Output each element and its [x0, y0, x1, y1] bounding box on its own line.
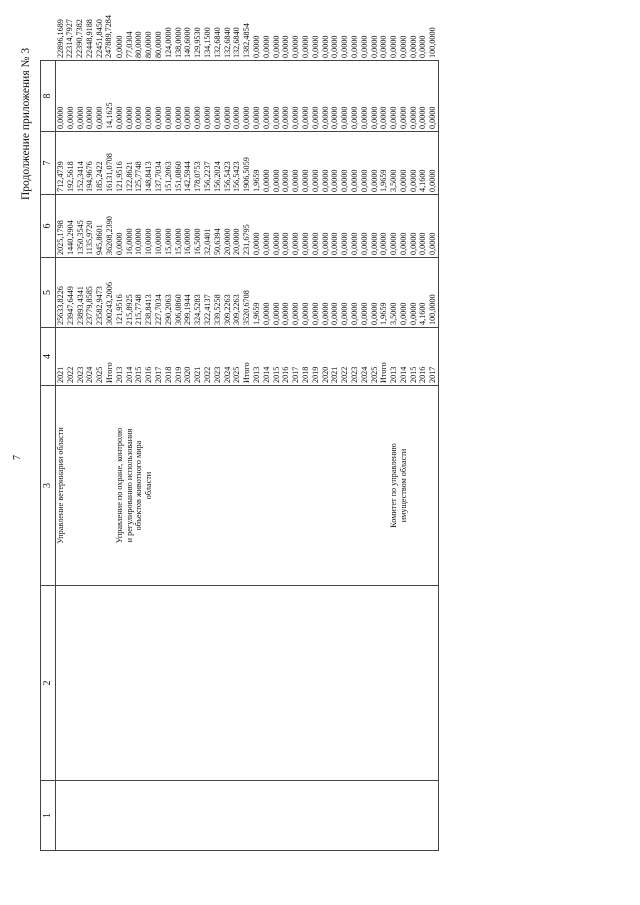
column-header-2: 2: [41, 586, 56, 781]
column-header-3: 3: [41, 386, 56, 586]
amount-total-cell: 339,5258: [212, 294, 222, 325]
amount-total-cell: 0,0000: [320, 302, 330, 325]
amount-total-cell: 23582,9473: [95, 286, 105, 325]
column-header-6: 6: [41, 195, 56, 258]
column-header-7: 7: [41, 132, 56, 195]
amount-total-cell: 0,0000: [310, 302, 320, 325]
amount-col6-cell: 178,0753: [193, 161, 203, 192]
amount-col7-cell: 0,0000: [173, 106, 183, 129]
amount-col5-cell: 36208,2390: [104, 216, 114, 255]
amount-col5-cell: 0,0000: [379, 232, 389, 255]
organization-cell: [389, 386, 438, 586]
amount-col5-cell: 15,0000: [173, 228, 183, 255]
amount-col6-cell: 137,7034: [153, 161, 163, 192]
year-cell: 2019: [310, 366, 320, 383]
cell-col-1: [389, 781, 438, 851]
amount-total-cell: 121,9516: [114, 294, 124, 325]
amount-col5-cell: 0,0000: [428, 232, 438, 255]
amount-col6-cell: 3,5000: [389, 169, 399, 192]
amount-col6-cell: 1906,5059: [242, 157, 252, 192]
year-cell: 2024: [359, 366, 369, 383]
amount-col7-cell: 0,0000: [75, 106, 85, 129]
amount-col7-cell: 0,0000: [320, 106, 330, 129]
year-cell: 2023: [212, 366, 222, 383]
year-cell: 2020: [320, 366, 330, 383]
amount-total-cell: 0,0000: [291, 302, 301, 325]
amount-col6-cell: 16131,0708: [104, 153, 114, 192]
amount-col5-cell: 945,8601: [95, 224, 105, 255]
amount-col6-cell: 185,2422: [95, 161, 105, 192]
amount-col6-cell: 142,5944: [183, 161, 193, 192]
amount-col6-cell: 0,0000: [359, 169, 369, 192]
amount-col6-cell: 1,9659: [251, 169, 261, 192]
amount-col7-cell: 0,0000: [85, 106, 95, 129]
table-row-group: Комитет по управлению имуществом области 2013 2014 2015 2016 2017 3,5000 0,0000 0,0000 4,1600 100,0000 0,0000 0,0000 0,0000 0,0000 0,0000 3,5000 0,0000 0,0000 4,1600 0,0000 0,0000 0,0000 0,0000 0,0000 0,0000 0,0000 0,0000 0,0000 0,0000 100,0000: [389, 61, 438, 851]
amount-col7-cell: 0,0000: [389, 106, 399, 129]
amount-col5-cell: 1440,2904: [65, 220, 75, 255]
year-cell: 2017: [428, 366, 438, 383]
amount-total-cell: 100,0000: [428, 294, 438, 325]
amount-col5-cell: 0,0000: [251, 232, 261, 255]
amount-total-cell: 0,0000: [349, 302, 359, 325]
amount-col7-cell: 0,0000: [291, 106, 301, 129]
amount-col7-cells: [252, 61, 389, 132]
amount-col5-cells: [252, 195, 389, 258]
cell-col-2: [252, 586, 389, 781]
year-cell: 2017: [291, 366, 301, 383]
year-cell: 2020: [183, 366, 193, 383]
amount-col7-cell: 0,0000: [408, 106, 418, 129]
amount-col7-cell: 0,0000: [95, 106, 105, 129]
year-cell: 2013: [389, 366, 399, 383]
amount-col6-cell: 0,0000: [271, 169, 281, 192]
organization-line: и регулированию использования: [124, 428, 134, 543]
organization-line: Управление по охране, контролю: [114, 427, 124, 544]
year-cell: 2018: [163, 366, 173, 383]
amount-col7-cell: 0,0000: [369, 106, 379, 129]
cell-col-2: [56, 586, 115, 781]
amount-total-cell: 0,0000: [300, 302, 310, 325]
amount-col6-cell: 125,7748: [134, 161, 144, 192]
amount-col5-cell: 1135,9720: [85, 220, 95, 255]
amount-col7-cell: 0,0000: [330, 106, 340, 129]
amount-col7-cell: 0,0000: [124, 106, 134, 129]
amount-col6-cell: 156,2024: [212, 161, 222, 192]
amount-col5-cell: 0,0000: [114, 232, 124, 255]
amount-total-cell: 23947,6449: [65, 286, 75, 325]
table-row-group: Управление ветеринарии области 2021 2022 2023 2024 2025 Итого 25633,8226 23947,6449 23893,4341 23779,8585 23582,9473 300243,2006 2025,1798 1440,2904 1350,3545 1135,9720 945,8601 36208,2390 712,4739 192,5618 152,3414 194,9676 185,2422 16131,0708 0,0000 0,0000 0,0000 0,0000 0,0000 14,1625 22896,1689 22314,7927 22390,7382 22448,9188 22451,8450 247889,7284: [56, 61, 115, 851]
year-cell: 2019: [173, 366, 183, 383]
amount-col6-cell: 1,9659: [379, 169, 389, 192]
amount-col6-cell: 156,5423: [232, 161, 242, 192]
year-cell: Итого: [104, 362, 114, 383]
amount-col6-cell: 194,9676: [85, 161, 95, 192]
table-row-group: Управление по охране, контролю и регулированию использования объектов животного мира области 2013 2014 2015 2016 2017 2018 2019 2020 2021 2022 2023 2024 2025 Итого 121,9516 215,8925 215,7748 238,8413 227,7034 290,2063 306,0860 299,1944 324,5283 322,4137 339,5258 309,2263 309,2263 3520,6708 0,0000 16,0000 10,0000 10,0000 10,0000 15,0000 15,0000 16,0000 16,5000 32,0401 50,6394 20,0000 20,0000 231,6795 121,9516 122,8621 125,7748 148,8413 137,7034 151,2063 151,0860 142,5944 178,0753 156,2237 156,2024 156,5423 156,5423 1906,5059 0,0000 0,0000 0,0000 0,0000 0,0000 0,0000 0,0000 0,0000 0,0000 0,0000 0,0000 0,0000 0,0000 0,0000 0,0000 77,0304 80,0000 80,0000 80,0000 124,0000 138,0000 140,6000 129,9530 134,1500 132,6840 132,6840 132,6840 1382,4854: [115, 61, 252, 851]
year-cell: 2014: [124, 366, 134, 383]
amount-total-cell: 3520,6708: [242, 290, 252, 325]
organization-line: объектов животного мира: [134, 440, 144, 531]
amount-col6-cell: 0,0000: [408, 169, 418, 192]
amount-col5-cell: 10,0000: [134, 228, 144, 255]
amount-col5-cell: 15,0000: [163, 228, 173, 255]
amount-col7-cell: 0,0000: [340, 106, 350, 129]
amount-total-cell: 25633,8226: [56, 286, 65, 325]
amount-col6-cell: 151,0860: [173, 161, 183, 192]
amount-col7-cell: 0,0000: [232, 106, 242, 129]
column-header-1: 1: [41, 781, 56, 851]
amount-col5-cell: 0,0000: [291, 232, 301, 255]
amount-col5-cell: 10,0000: [144, 228, 154, 255]
amount-col6-cell: 0,0000: [291, 169, 301, 192]
amount-col7-cell: 0,0000: [300, 106, 310, 129]
amount-col5-cell: 10,0000: [153, 228, 163, 255]
amount-col6-cell: 0,0000: [330, 169, 340, 192]
amount-col6-cells: [56, 132, 115, 195]
amount-col6-cell: 4,1600: [418, 169, 428, 192]
column-header-5: 5: [41, 258, 56, 328]
amount-col7-cell: 0,0000: [202, 106, 212, 129]
year-cells: [56, 328, 115, 386]
amount-col6-cell: 0,0000: [349, 169, 359, 192]
amount-col7-cell: 0,0000: [398, 106, 408, 129]
amount-col6-cell: 0,0000: [398, 169, 408, 192]
appendix-caption: Продолжение приложения № 3: [20, 47, 32, 200]
amount-col7-cell: 0,0000: [271, 106, 281, 129]
year-cell: 2022: [202, 366, 212, 383]
amount-col6-cell: 0,0000: [310, 169, 320, 192]
year-cell: 2016: [281, 366, 291, 383]
amount-total-cell: 309,2263: [232, 294, 242, 325]
amount-total-cell: 0,0000: [340, 302, 350, 325]
amount-col6-cell: 156,2237: [202, 161, 212, 192]
year-cell: 2023: [75, 366, 85, 383]
amount-col5-cell: 0,0000: [261, 232, 271, 255]
amount-col6-cell: 0,0000: [340, 169, 350, 192]
year-cells: [389, 328, 438, 386]
year-cell: 2014: [261, 366, 271, 383]
amount-col5-cell: 0,0000: [340, 232, 350, 255]
year-cell: 2016: [418, 366, 428, 383]
cell-col-1: [252, 781, 389, 851]
amount-col7-cell: 0,0000: [193, 106, 203, 129]
amount-col6-cell: 122,8621: [124, 161, 134, 192]
amount-col6-cell: 0,0000: [281, 169, 291, 192]
amount-total-cell: 0,0000: [408, 302, 418, 325]
amount-col7-cell: 0,0000: [114, 106, 124, 129]
amount-col7-cell: 0,0000: [428, 106, 438, 129]
year-cell: 2015: [134, 366, 144, 383]
amount-col7-cell: 0,0000: [222, 106, 232, 129]
amount-total-cell: 324,5283: [193, 294, 203, 325]
year-cell: 2013: [114, 366, 124, 383]
amount-col7-cell: 0,0000: [251, 106, 261, 129]
year-cell: 2022: [340, 366, 350, 383]
amount-total-cells: [252, 258, 389, 328]
amount-col5-cell: 0,0000: [310, 232, 320, 255]
year-cell: 2021: [56, 366, 65, 383]
amount-col7-cells: [115, 61, 252, 132]
column-header-8: 8: [41, 61, 56, 132]
column-header-4: 4: [41, 328, 56, 386]
amount-total-cell: 0,0000: [330, 302, 340, 325]
year-cell: 2015: [408, 366, 418, 383]
amount-col6-cell: 151,2063: [163, 161, 173, 192]
organization-line: Управление ветеринарии области: [56, 427, 65, 544]
amount-total-cell: 0,0000: [281, 302, 291, 325]
amount-total-cell: 0,0000: [261, 302, 271, 325]
year-cell: 2016: [144, 366, 154, 383]
cell-col-1: [56, 781, 115, 851]
year-cell: 2025: [232, 366, 242, 383]
amount-total-cell: 299,1944: [183, 294, 193, 325]
cell-col-2: [389, 586, 438, 781]
cell-col-2: [115, 586, 252, 781]
amount-col7-cells: [56, 61, 115, 132]
amount-total-cells: [389, 258, 438, 328]
organization-cell: [115, 386, 252, 586]
amount-total-cell: 23779,8585: [85, 286, 95, 325]
amount-col7-cell: 0,0000: [212, 106, 222, 129]
amount-col7-cell: 0,0000: [281, 106, 291, 129]
year-cell: Итого: [242, 362, 252, 383]
header-row: [41, 61, 56, 851]
amount-col5-cell: 32,0401: [202, 228, 212, 255]
amount-col5-cell: 0,0000: [418, 232, 428, 255]
budget-table: [40, 15, 439, 851]
amount-col7-cell: 0,0000: [183, 106, 193, 129]
amount-total-cells: [56, 258, 115, 328]
cell-col-1: [115, 781, 252, 851]
amount-col6-cells: [389, 132, 438, 195]
amount-total-cell: 215,8925: [124, 294, 134, 325]
amount-total-cell: 0,0000: [271, 302, 281, 325]
amount-col6-cell: 121,9516: [114, 161, 124, 192]
amount-col5-cell: 16,0000: [124, 228, 134, 255]
year-cell: 2024: [222, 366, 232, 383]
amount-col5-cell: 0,0000: [271, 232, 281, 255]
amount-col7-cell: 0,0000: [359, 106, 369, 129]
amount-col7-cells: [389, 61, 438, 132]
amount-col5-cell: 0,0000: [359, 232, 369, 255]
amount-col6-cells: [252, 132, 389, 195]
amount-col5-cell: 16,0000: [183, 228, 193, 255]
amount-total-cell: 306,0860: [173, 294, 183, 325]
amount-col7-cell: 0,0000: [134, 106, 144, 129]
amount-total-cell: 1,9659: [251, 302, 261, 325]
organization-line: области: [144, 471, 154, 500]
amount-col7-cell: 0,0000: [310, 106, 320, 129]
amount-col6-cell: 0,0000: [300, 169, 310, 192]
amount-col5-cells: [56, 195, 115, 258]
amount-col6-cell: 0,0000: [261, 169, 271, 192]
amount-col5-cell: 0,0000: [320, 232, 330, 255]
amount-col6-cell: 152,3414: [75, 161, 85, 192]
page-number: 7: [12, 455, 23, 460]
amount-col6-cell: 0,0000: [320, 169, 330, 192]
amount-col5-cell: 20,0000: [232, 228, 242, 255]
amount-total-cell: 0,0000: [359, 302, 369, 325]
year-cell: 2014: [398, 366, 408, 383]
amount-total-cell: 238,8413: [144, 294, 154, 325]
year-cell: 2018: [300, 366, 310, 383]
amount-col5-cell: 231,6795: [242, 224, 252, 255]
year-cell: Итого: [379, 362, 389, 383]
amount-col5-cell: 0,0000: [349, 232, 359, 255]
amount-total-cell: 3,5000: [389, 302, 399, 325]
organization-line: Комитет по управлению: [389, 443, 399, 528]
amount-col6-cell: 148,8413: [144, 161, 154, 192]
amount-col7-cell: 0,0000: [65, 106, 75, 129]
amount-total-cell: 227,7034: [153, 294, 163, 325]
amount-col5-cell: 0,0000: [369, 232, 379, 255]
amount-col7-cell: 0,0000: [261, 106, 271, 129]
amount-col5-cell: 0,0000: [398, 232, 408, 255]
amount-col5-cells: [389, 195, 438, 258]
amount-col7-cell: 0,0000: [153, 106, 163, 129]
organization-cell: [252, 386, 389, 586]
amount-col6-cell: 0,0000: [369, 169, 379, 192]
year-cell: 2025: [369, 366, 379, 383]
amount-col7-cell: 0,0000: [144, 106, 154, 129]
year-cell: 2022: [65, 366, 75, 383]
amount-total-cell: 290,2063: [163, 294, 173, 325]
amount-col7-cell: 0,0000: [163, 106, 173, 129]
amount-col5-cell: 0,0000: [300, 232, 310, 255]
amount-total-cell: 215,7748: [134, 294, 144, 325]
amount-col5-cells: [115, 195, 252, 258]
amount-col5-cell: 16,5000: [193, 228, 203, 255]
amount-col7-cell: 0,0000: [349, 106, 359, 129]
amount-col7-cell: 14,1625: [104, 102, 114, 129]
amount-total-cell: 23893,4341: [75, 286, 85, 325]
amount-total-cell: 0,0000: [398, 302, 408, 325]
amount-col5-cell: 0,0000: [330, 232, 340, 255]
table-row-group: 2013 2014 2015 2016 2017 2018 2019 2020 2021 2022 2023 2024 2025 Итого 1,9659 0,0000 0,0000 0,0000 0,0000 0,0000 0,0000 0,0000 0,0000 0,0000 0,0000 0,0000 0,0000 1,9659 0,0000 0,0000 0,0000 0,0000 0,0000 0,0000 0,0000 0,0000 0,0000 0,0000 0,0000 0,0000 0,0000 0,0000 1,9659 0,0000 0,0000 0,0000 0,0000 0,0000 0,0000 0,0000 0,0000 0,0000 0,0000 0,0000 0,0000 1,9659 0,0000 0,0000 0,0000 0,0000 0,0000 0,0000 0,0000 0,0000 0,0000 0,0000 0,0000 0,0000 0,0000 0,0000 0,0000 0,0000 0,0000 0,0000 0,0000 0,0000 0,0000 0,0000 0,0000 0,0000 0,0000 0,0000 0,0000 0,0000: [252, 61, 389, 851]
amount-col6-cell: 0,0000: [428, 169, 438, 192]
table-body: [55, 15, 439, 851]
amount-col5-cell: 1350,3545: [75, 220, 85, 255]
amount-col5-cell: 50,6394: [212, 228, 222, 255]
amount-total-cell: 309,2263: [222, 294, 232, 325]
amount-total-cell: 322,4137: [202, 294, 212, 325]
year-cell: 2015: [271, 366, 281, 383]
amount-total-cell: 4,1600: [418, 302, 428, 325]
organization-cell: [56, 386, 115, 586]
year-cell: 2013: [251, 366, 261, 383]
year-cell: 2025: [95, 366, 105, 383]
year-cell: 2024: [85, 366, 95, 383]
amount-total-cell: 0,0000: [369, 302, 379, 325]
year-cell: 2017: [153, 366, 163, 383]
year-cells: [115, 328, 252, 386]
year-cell: 2023: [349, 366, 359, 383]
amount-total-cell: 1,9659: [379, 302, 389, 325]
amount-col6-cell: 156,5423: [222, 161, 232, 192]
amount-col5-cell: 0,0000: [389, 232, 399, 255]
amount-col7-cell: 0,0000: [418, 106, 428, 129]
amount-col7-cell: 0,0000: [56, 106, 65, 129]
amount-col7-cell: 0,0000: [242, 106, 252, 129]
amount-total-cells: [115, 258, 252, 328]
amount-col6-cells: [115, 132, 252, 195]
year-cell: 2021: [193, 366, 203, 383]
year-cell: 2021: [330, 366, 340, 383]
amount-col5-cell: 20,0000: [222, 228, 232, 255]
amount-col5-cell: 2025,1798: [56, 220, 65, 255]
amount-col6-cell: 712,4739: [56, 161, 65, 192]
year-cells: [252, 328, 389, 386]
amount-col6-cell: 192,5618: [65, 161, 75, 192]
amount-col5-cell: 0,0000: [281, 232, 291, 255]
amount-col5-cell: 0,0000: [408, 232, 418, 255]
organization-line: имуществом области: [398, 448, 408, 523]
amount-col7-cell: 0,0000: [379, 106, 389, 129]
amount-total-cell: 300243,2006: [104, 282, 114, 325]
